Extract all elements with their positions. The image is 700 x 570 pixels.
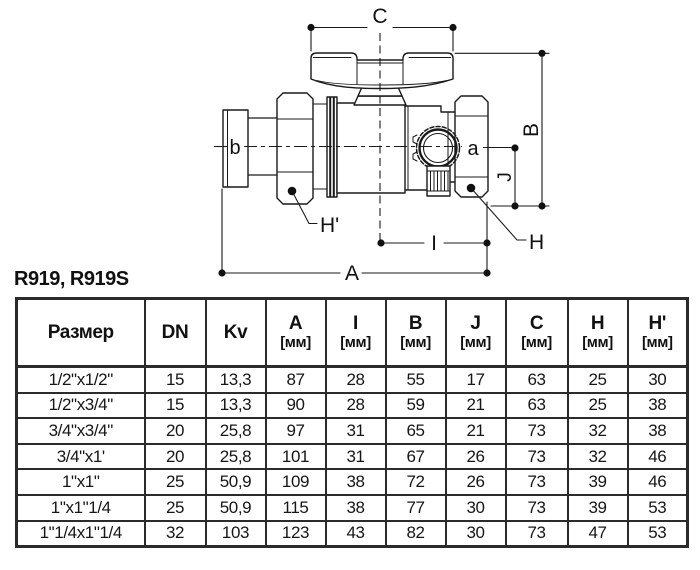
- ball-housing: [337, 103, 405, 193]
- value-cell: 25: [145, 469, 206, 495]
- dim-c: [311, 28, 453, 52]
- butterfly-handle: [311, 53, 453, 89]
- valve-body: [223, 53, 488, 204]
- header-label: A: [288, 313, 303, 334]
- value-cell: 65: [386, 418, 446, 444]
- port-label-b: b: [229, 137, 241, 159]
- header-label: Размер: [47, 322, 114, 343]
- value-cell: 46: [628, 444, 688, 470]
- size-cell: 1"x1"1/4: [17, 495, 145, 521]
- value-cell: 20: [145, 444, 206, 470]
- port-label-a: a: [467, 138, 479, 160]
- value-cell: 103: [206, 521, 266, 547]
- value-cell: 21: [446, 418, 506, 444]
- header-label: B: [408, 313, 423, 334]
- header-dim-j: [446, 299, 506, 367]
- size-cell: 3/4"x1': [17, 444, 145, 470]
- value-cell: 90: [266, 393, 326, 419]
- spec-table: [15, 297, 689, 548]
- value-cell: 50,9: [206, 495, 266, 521]
- table-row: [17, 469, 688, 495]
- value-cell: 21: [446, 393, 506, 419]
- value-cell: 20: [145, 418, 206, 444]
- value-cell: 30: [628, 367, 688, 393]
- value-cell: 43: [326, 521, 386, 547]
- value-cell: 28: [326, 393, 386, 419]
- header-label: J: [470, 313, 481, 334]
- value-cell: 31: [326, 418, 386, 444]
- table-row: [17, 444, 688, 470]
- header-label: I: [353, 313, 358, 334]
- dim-a: [222, 189, 487, 273]
- value-cell: 115: [266, 495, 326, 521]
- value-cell: 32: [568, 444, 628, 470]
- value-cell: 109: [266, 469, 326, 495]
- value-cell: 38: [628, 418, 688, 444]
- value-cell: 59: [386, 393, 446, 419]
- value-cell: 72: [386, 469, 446, 495]
- header-unit: [мм]: [641, 334, 673, 351]
- value-cell: 30: [446, 521, 506, 547]
- size-cell: 1/2"x1/2": [17, 367, 145, 393]
- dim-label-a: A: [344, 262, 360, 285]
- header-unit: [мм]: [340, 334, 371, 351]
- header-label: DN: [161, 322, 189, 343]
- drain-port: [413, 127, 460, 170]
- value-cell: 50,9: [206, 469, 266, 495]
- header-dim-i: [326, 299, 386, 367]
- header-dn: [145, 299, 206, 367]
- dim-label-i: I: [431, 232, 437, 255]
- header-kv: [206, 299, 266, 367]
- value-cell: 39: [568, 469, 628, 495]
- dim-label-j: J: [495, 172, 516, 182]
- value-cell: 63: [506, 393, 568, 419]
- value-cell: 123: [266, 521, 326, 547]
- value-cell: 46: [628, 469, 688, 495]
- table-row: [17, 495, 688, 521]
- value-cell: 38: [326, 495, 386, 521]
- header-dim-h: [568, 299, 628, 367]
- header-label: H': [648, 313, 666, 334]
- header-unit: [мм]: [582, 334, 613, 351]
- value-cell: 63: [506, 367, 568, 393]
- table-row: [17, 393, 688, 419]
- header-dim-a: [266, 299, 326, 367]
- size-cell: 1/2"x3/4": [17, 393, 145, 419]
- header-dim-b: [386, 299, 446, 367]
- value-cell: 73: [506, 418, 568, 444]
- right-body: [405, 106, 455, 112]
- table-row: [17, 521, 688, 547]
- size-cell: 3/4"x3/4": [17, 418, 145, 444]
- value-cell: 15: [145, 393, 206, 419]
- dim-label-c: C: [372, 5, 388, 28]
- size-cell: 1"x1": [17, 469, 145, 495]
- product-code-title: R919, R919S: [14, 268, 129, 290]
- value-cell: 82: [386, 521, 446, 547]
- value-cell: 15: [145, 367, 206, 393]
- value-cell: 25: [568, 367, 628, 393]
- value-cell: 38: [326, 469, 386, 495]
- value-cell: 73: [506, 444, 568, 470]
- value-cell: 13,3: [206, 367, 266, 393]
- value-cell: 26: [446, 469, 506, 495]
- value-cell: 73: [506, 495, 568, 521]
- header-size: [17, 299, 145, 367]
- header-row: [17, 299, 688, 367]
- value-cell: 39: [568, 495, 628, 521]
- value-cell: 25,8: [206, 444, 266, 470]
- value-cell: 53: [628, 495, 688, 521]
- value-cell: 73: [506, 521, 568, 547]
- spec-table-body: [17, 367, 688, 547]
- union-nut: [277, 93, 313, 204]
- value-cell: 53: [628, 521, 688, 547]
- header-dim-h-prime: [628, 299, 688, 367]
- value-cell: 28: [326, 367, 386, 393]
- header-unit: [мм]: [400, 334, 431, 351]
- header-label: Kv: [223, 322, 248, 343]
- value-cell: 87: [266, 367, 326, 393]
- value-cell: 77: [386, 495, 446, 521]
- header-unit: [мм]: [521, 334, 552, 351]
- value-cell: 13,3: [206, 393, 266, 419]
- value-cell: 97: [266, 418, 326, 444]
- dim-label-b: B: [520, 122, 543, 138]
- value-cell: 73: [506, 469, 568, 495]
- header-label: H: [590, 313, 605, 334]
- value-cell: 25: [568, 393, 628, 419]
- value-cell: 25,8: [206, 418, 266, 444]
- value-cell: 31: [326, 444, 386, 470]
- table-row: [17, 367, 688, 393]
- value-cell: 30: [446, 495, 506, 521]
- value-cell: 101: [266, 444, 326, 470]
- value-cell: 25: [145, 495, 206, 521]
- knurled-outlet: [427, 166, 450, 196]
- header-dim-c: [506, 299, 568, 367]
- header-unit: [мм]: [460, 334, 491, 351]
- value-cell: 32: [145, 521, 206, 547]
- value-cell: 67: [386, 444, 446, 470]
- size-cell: 1"1/4x1"1/4: [17, 521, 145, 547]
- value-cell: 17: [446, 367, 506, 393]
- value-cell: 55: [386, 367, 446, 393]
- value-cell: 38: [628, 393, 688, 419]
- value-cell: 32: [568, 418, 628, 444]
- value-cell: 26: [446, 444, 506, 470]
- dim-label-h-prime: H': [320, 214, 340, 237]
- table-row: [17, 418, 688, 444]
- value-cell: 47: [568, 521, 628, 547]
- dim-label-h: H: [529, 231, 545, 254]
- header-label: C: [529, 313, 544, 334]
- spec-table-header: [17, 299, 688, 367]
- header-unit: [мм]: [280, 334, 311, 351]
